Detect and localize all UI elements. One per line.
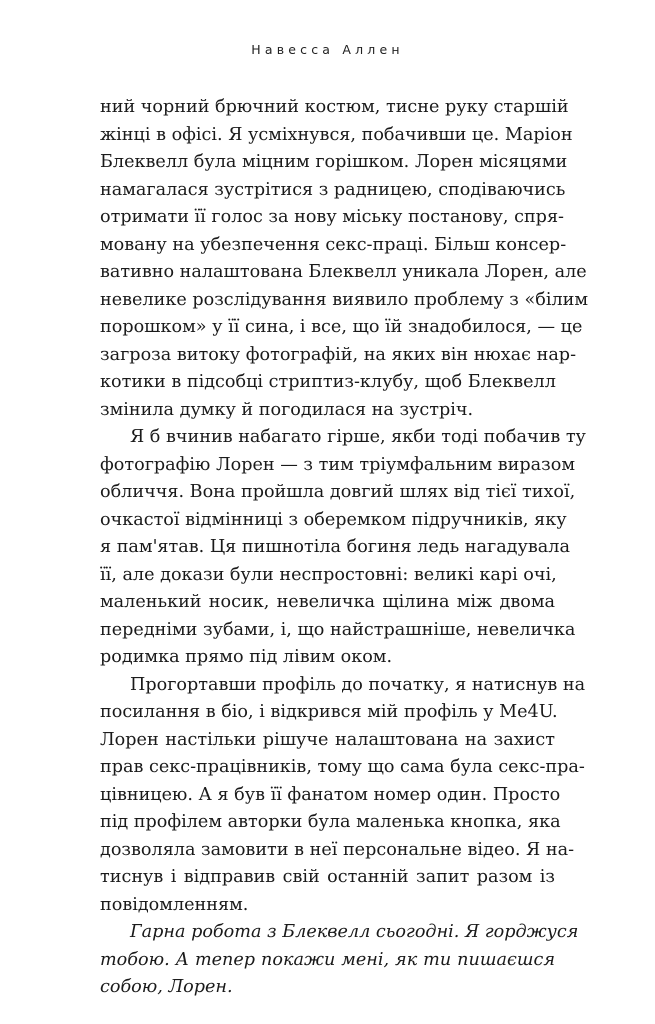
paragraph	[100, 94, 589, 424]
text-line: прав секс-працівників, тому що сама була секс-пра-	[100, 757, 585, 777]
text-line: вативно налаштована Блеквелл уникала Лорен, але	[100, 262, 587, 282]
text-line: змінила думку й погодилася на зустріч.	[100, 399, 474, 420]
text-line: обличчя. Вона пройшла довгий шлях від тієї тихої,	[100, 482, 576, 502]
paragraph	[100, 919, 579, 1002]
text-line: порошком» у її сина, і все, що їй знадобилося, — це	[100, 317, 583, 337]
text-line: намагалася зустрітися з радницею, сподіваючись	[100, 179, 566, 200]
text-line: ний чорний брючний костюм, тисне руку старшій	[100, 97, 569, 117]
text-line: Гарна робота з Блеквелл сьогодні. Я горджуся	[130, 922, 579, 942]
text-line: тобою. А тепер покажи мені, як ти пишаєшся	[100, 949, 555, 970]
text-line: Блеквелл була міцним горішком. Лорен місяцями	[100, 152, 568, 172]
paragraph	[100, 424, 586, 672]
text-line: її, але докази були неспростовні: великі карі очі,	[100, 564, 557, 585]
text-line: дозволяла замовити в неї персональне відео. Я на-	[100, 839, 575, 860]
text-line: Лорен настільки рішуче налаштована на захист	[100, 729, 555, 750]
text-line: Прогортавши профіль до початку, я натиснув на	[130, 674, 586, 695]
body-text	[100, 94, 589, 1002]
text-line: під профілем авторки була маленька кнопка, яка	[100, 812, 561, 832]
text-line: очкастої відмінниці з оберемком підручників, яку	[100, 509, 567, 530]
text-line: фотографію Лорен — з тим тріумфальним виразом	[100, 454, 576, 475]
text-line: родимка прямо під лівим оком.	[100, 647, 393, 667]
text-line: жінці в офісі. Я усміхнувся, побачивши це. Маріон	[100, 124, 573, 145]
text-line: Я б вчинив набагато гірше, якби тоді побачив ту	[130, 427, 586, 447]
text-line: собою, Лорен.	[100, 977, 233, 997]
text-line: тиснув і відправив свій останній запит разом із	[100, 867, 555, 887]
text-line: невелике розслідування виявило проблему з «білим	[100, 289, 589, 310]
text-line: передніми зубами, і, що найстрашніше, невеличка	[100, 619, 576, 640]
text-line: я пам'ятав. Ця пишнотіла богиня ледь нагадувала	[100, 537, 570, 557]
text-line: цівницею. А я був її фанатом номер один. Просто	[100, 784, 561, 805]
text-line: посилання в біо, і відкрився мій профіль у Me4U.	[100, 702, 558, 722]
paragraph	[100, 672, 586, 920]
text-line: котики в підсобці стриптиз-клубу, щоб Блеквелл	[100, 372, 556, 392]
running-head-author: Навесса Аллен	[251, 42, 404, 57]
text-line: мовану на убезпечення секс-праці. Більш консер-	[100, 234, 567, 255]
text-line: маленький носик, невеличка щілина між двома	[100, 592, 555, 612]
text-line: повідомленням.	[100, 894, 249, 915]
text-line: отримати її голос за нову міську постанову, спря-	[100, 207, 564, 227]
text-line: загроза витоку фотографій, на яких він нюхає нар-	[100, 344, 577, 365]
